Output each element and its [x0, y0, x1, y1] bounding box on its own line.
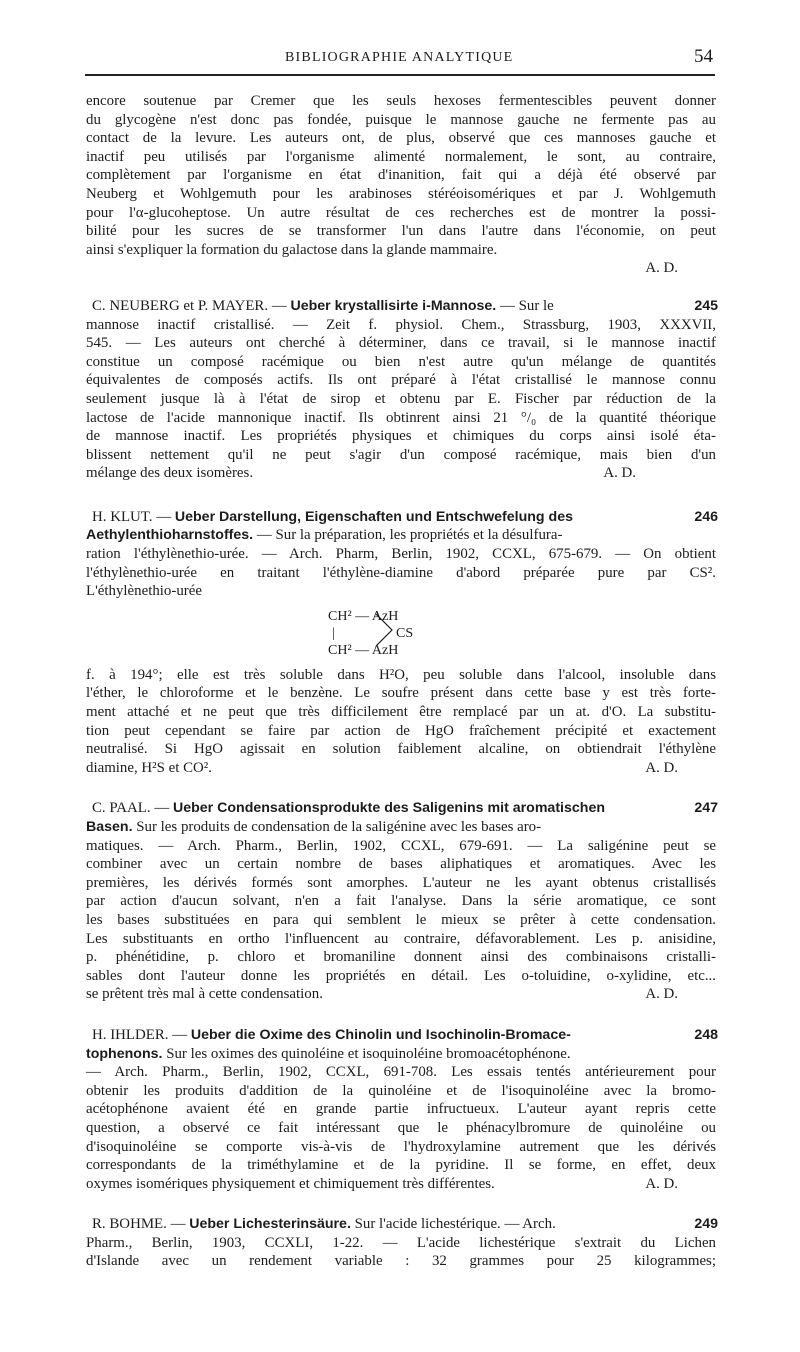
formula-bottom: CH² — AzH: [328, 642, 399, 658]
text-line: lactose de l'acide mannonique inactif. Ils obtinrent ainsi 21 °/₀ de la quantité théorique: [86, 409, 716, 426]
text-line: matiques. — Arch. Pharm., Berlin, 1902, CCXL, 679-691. — La saligénine peut se: [86, 837, 716, 854]
signature: A. D.: [645, 1175, 678, 1192]
intro-paragraph: [86, 92, 716, 278]
formula-group: CS: [396, 625, 414, 641]
entry-heading: [86, 1026, 716, 1045]
text-line: encore soutenue par Cremer que les seuls hexoses fermentescibles peuvent donner: [86, 93, 716, 109]
text-line: d'isoquinoléine se comporte vis-à-vis de l'hydroxylamine autrement que les dérivés: [86, 1138, 716, 1155]
entry-author: R. BOHME. —: [92, 1216, 186, 1233]
text-line: constitue un composé racémique ou bien n'est autre qu'un mélange de quantités: [86, 353, 716, 370]
text-line: tion peut cependant se faire par action de HgO fraîchement précipité et exactement: [86, 722, 716, 739]
text-line: combiner avec un certain nombre de bases aliphatiques et aromatiques. Avec les: [86, 856, 716, 873]
text-line: [86, 985, 716, 1004]
entry-heading-line2: [86, 818, 716, 837]
text-line-end: diamine, H²S et CO².: [86, 759, 212, 776]
page-number: 54: [694, 46, 713, 67]
text-line: complètement par l'organisme en état d'inanition, fait qui a déjà été observé par: [86, 167, 716, 184]
entry-author: C. PAAL. —: [92, 800, 170, 817]
text-line: l'éthylènethio-urée en traitant l'éthylène-diamine d'abord préparée pure par CS².: [86, 564, 716, 581]
entry-title-rest: — Sur le: [499, 297, 554, 314]
entry-heading: [86, 1215, 716, 1234]
text-line: Neuberg et Wohlgemuth pour les arabinoses stéréoisomériques et par J. Wohlgemuth: [86, 185, 716, 202]
text-line: ainsi s'expliquer la formation du galactose dans la glande mammaire.: [86, 241, 498, 258]
entry-title-rest: Sur les oximes des quinoléine et isoquinoléine bromoacétophénone.: [166, 1045, 571, 1062]
text-line: ration l'éthylènethio-urée. — Arch. Pharm, Berlin, 1902, CCXL, 675-679. — On obtient: [86, 546, 716, 563]
entry-number: 245: [694, 297, 718, 314]
entry-title-rest: Sur les produits de condensation de la saligénine avec les bases aro-: [136, 819, 542, 835]
text-line: équivalentes de composés actifs. Ils ont préparé à l'état cristallisé le mannose connu: [86, 372, 716, 389]
page-body: [86, 92, 716, 1271]
entry-title-continued: Basen.: [86, 819, 133, 835]
text-line: premières, les dérivés formés sont amorphes. L'auteur ne les ayant obtenus cristallisés: [86, 874, 716, 891]
text-line: acétophénone avaient été en grande partie infructueux. L'auteur ayant repris cette: [86, 1101, 716, 1118]
text-line-end: se prêtent très mal à cette condensation.: [86, 986, 323, 1003]
entry-number: 248: [694, 1026, 718, 1043]
text-line: seulement jusque là à l'état de sirop et obtenu par E. Fischer par réduction de la: [86, 390, 716, 407]
entry-heading-line2: [86, 526, 716, 545]
entry-title-rest: — Sur la préparation, les propriétés et la désulfura-: [256, 527, 563, 544]
entry-246: [86, 508, 716, 778]
entry-title-rest: Sur l'acide lichestérique. — Arch.: [354, 1216, 556, 1233]
entry-247: [86, 799, 716, 1004]
text-line: f. à 194°; elle est très soluble dans H²O, peu soluble dans l'alcool, insoluble dans: [86, 666, 716, 683]
text-line: bilité pour les sucres de se transformer l'un dans l'autre dans l'économie, on peut: [86, 223, 716, 240]
text-line: de mannose inactif. Les propriétés physiques et chimiques du corps ainsi isolé éta-: [86, 428, 716, 445]
text-line: pour l'α-glucoheptose. Un autre résultat de ces recherches est de montrer la possi-: [86, 204, 716, 221]
text-line: par action d'aucun solvant, n'en a fait l'analyse. Dans la série aromatique, ce sont: [86, 893, 716, 910]
entry-number: 249: [694, 1216, 718, 1233]
text-line: les bases substituées en para qui semblent le mieux se prêter à cette condensation.: [86, 911, 716, 928]
running-title: BIBLIOGRAPHIE ANALYTIQUE: [285, 50, 514, 65]
running-header: [85, 38, 715, 76]
entry-author: C. NEUBERG et P. MAYER. —: [92, 297, 287, 314]
entry-title: Ueber Lichesterinsäure.: [189, 1216, 351, 1233]
entry-heading: [86, 508, 716, 527]
text-line: question, a observé ce fait intéressant que le phénacylbromure de quinoléine ou: [86, 1119, 716, 1136]
entry-249: [86, 1215, 716, 1271]
text-line: L'éthylènethio-urée: [86, 583, 202, 600]
formula-bond: |: [332, 625, 335, 641]
entry-248: [86, 1026, 716, 1193]
entry-heading: [86, 799, 716, 818]
text-line: l'éther, le chloroforme et le benzène. Le soufre présent dans cette base y est très forte-: [86, 685, 716, 702]
entry-number: 247: [694, 800, 718, 817]
signature: A. D.: [645, 759, 678, 776]
signature: A. D.: [645, 260, 678, 277]
text-line: blissent nettement qu'il ne peut s'agir d'un composé racémique, mais bien d'un: [86, 446, 716, 463]
entry-title: Ueber die Oxime des Chinolin und Isochinolin-Bromace-: [190, 1026, 571, 1043]
text-line: inactif peu utilisés par l'organisme alimenté normalement, le sont, au contraire,: [86, 148, 716, 165]
entry-title: Ueber Condensationsprodukte des Saligenins mit aromatischen: [172, 800, 605, 817]
text-line: Les substituants en ortho l'influencent au contraire, défavorablement. Les p. anisidine,: [86, 930, 716, 947]
text-line: sables dont l'auteur donne les propriétés en détail. Les o-toluidine, o-xylidine, etc...: [86, 967, 716, 984]
text-line: mannose inactif cristallisé. — Zeit f. physiol. Chem., Strassburg, 1903, XXXVII,: [86, 316, 716, 333]
text-line: [86, 1175, 716, 1194]
entry-title: Ueber Darstellung, Eigenschaften und Entschwefelung des: [174, 508, 573, 525]
entry-author: H. IHLDER. —: [92, 1026, 188, 1043]
chemical-formula: [86, 604, 716, 664]
formula-top: CH² — AzH: [328, 608, 399, 624]
entry-heading-line2: [86, 1045, 716, 1064]
text-line: — Arch. Pharm., Berlin, 1902, CCXL, 691-708. Les essais tentés antérieurement pour: [86, 1064, 716, 1081]
text-line: contact de la levure. Les auteurs ont, de plus, observé que ces mannoses gauche et: [86, 130, 716, 147]
signature: A. D.: [645, 986, 678, 1003]
entry-heading: [86, 297, 716, 316]
text-line: du glycogène n'est donc pas fondée, puisque le mannose gauche ne fermente pas au: [86, 111, 716, 128]
text-line: neutralisé. Si HgO agissait en solution faiblement alcaline, on obtiendrait l'éthylène: [86, 741, 716, 758]
text-line: [86, 759, 716, 778]
text-line: 545. — Les auteurs ont cherché à déterminer, dans ce travail, si le mannose inactif: [86, 335, 716, 352]
text-line: obtenir les produits d'addition de la quinoléine et de l'isoquinoléine avec la bromo-: [86, 1082, 716, 1099]
text-line: p. phénétidine, p. chloro et bromaniline donnent ainsi des combinaisons cristalli-: [86, 949, 716, 966]
signature: A. D.: [603, 465, 636, 482]
text-line: d'Islande avec un rendement variable : 32 grammes pour 25 kilogrammes;: [86, 1253, 716, 1270]
text-line: [86, 464, 716, 483]
text-line: correspondants de la triméthylamine et de la pyridine. Il se forme, en effet, deux: [86, 1157, 716, 1174]
text-line: ment attaché et ne peut que très difficilement être remplacé par un at. d'O. La substitu-: [86, 704, 716, 721]
entry-title: Ueber krystallisirte i-Mannose.: [290, 297, 497, 314]
text-line: Pharm., Berlin, 1903, CCXLI, 1-22. — L'acide lichestérique s'extrait du Lichen: [86, 1234, 716, 1251]
entry-245: [86, 297, 716, 483]
formula-brace: [374, 606, 396, 658]
entry-title-continued: Aethylenthioharnstoffes.: [86, 527, 254, 544]
entry-title-continued: tophenons.: [86, 1045, 163, 1062]
text-line-end: mélange des deux isomères.: [86, 465, 254, 482]
text-line-end: oxymes isomériques physiquement et chimiquement très différentes.: [86, 1175, 495, 1192]
entry-author: H. KLUT. —: [92, 508, 172, 525]
entry-number: 246: [694, 508, 718, 525]
